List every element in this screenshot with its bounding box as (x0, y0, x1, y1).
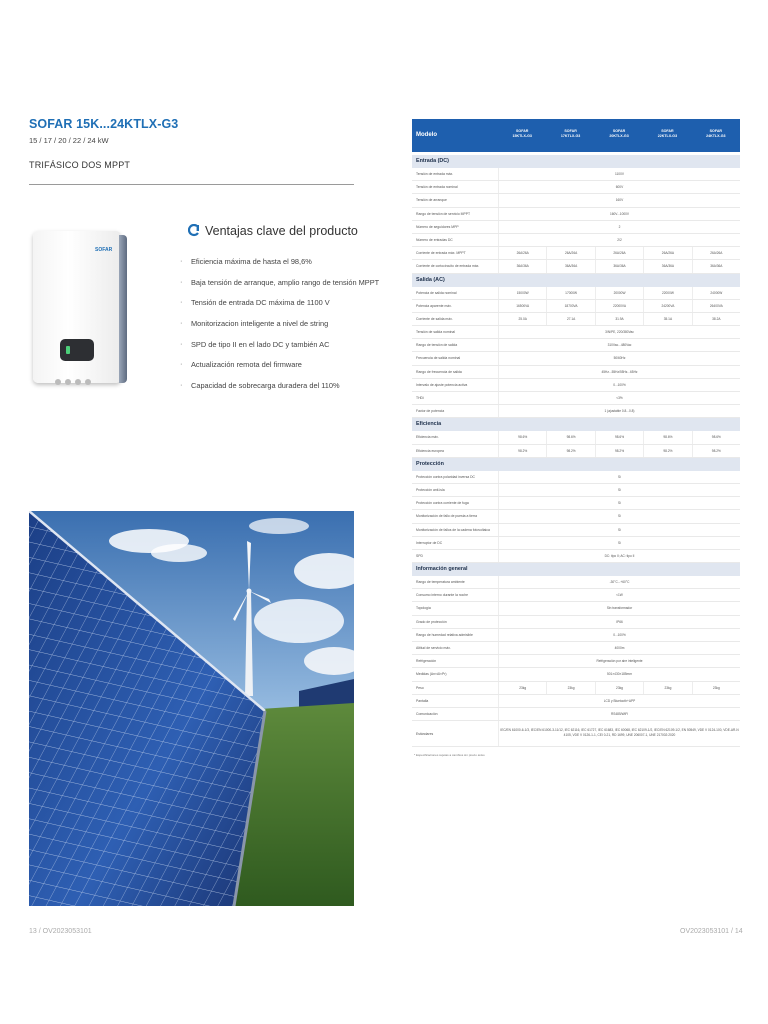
spec-cell: 98.6% (643, 431, 691, 443)
spec-row (412, 642, 740, 655)
power-range: 15 / 17 / 20 / 22 / 24 kW (29, 136, 109, 145)
spec-section-header: Información general (412, 563, 740, 576)
spec-row-values (498, 194, 740, 206)
spec-cell: 98.6% (546, 431, 594, 443)
spec-cell-merged: 1 (ajustable 0.8...0.8) (498, 405, 740, 417)
spec-row-values (498, 366, 740, 378)
spec-cell-merged: <1W (498, 589, 740, 601)
spec-cell: 23kg (546, 682, 594, 694)
spec-row-values (498, 234, 740, 246)
spec-row-label: Rango de humedad relativa admisible (416, 632, 473, 637)
sofar-logo-icon (188, 224, 200, 238)
spec-cell: 26A/26A (498, 247, 546, 259)
spec-row (412, 445, 740, 458)
spec-cell: 22000VA (595, 300, 643, 312)
spec-row (412, 392, 740, 405)
spec-cell: 35.1A (643, 313, 691, 325)
spec-row-values (498, 260, 740, 272)
spec-row-values (498, 537, 740, 549)
spec-row (412, 194, 740, 207)
spec-cell: 20000W (595, 287, 643, 299)
advantage-item: · Actualización remota del firmware (180, 360, 379, 381)
spec-cell: 23kg (498, 682, 546, 694)
spec-row (412, 326, 740, 339)
advantage-item: · Baja tensión de arranque, amplio rango de tensión MPPT (180, 278, 379, 299)
spec-row-values (498, 471, 740, 483)
spec-row (412, 260, 740, 273)
status-led-icon (66, 346, 70, 354)
spec-row-label: Rango de tensión de servicio MPPT (416, 211, 471, 216)
model-name-line: 17KTLX-G3 (560, 134, 581, 138)
spec-cell-merged: 50/60Hz (498, 352, 740, 364)
spec-row-label: Tensión de entrada máx. (416, 172, 454, 176)
spec-cell-merged: 160V (498, 194, 740, 206)
spec-cell: 26400VA (692, 300, 740, 312)
spec-table (412, 119, 740, 757)
spec-row (412, 510, 740, 523)
spec-cell: 98.6% (692, 431, 740, 443)
model-column-header (498, 119, 546, 152)
spec-row-values (498, 695, 740, 707)
spec-row-label: Potencia de salida nominal (416, 290, 457, 295)
spec-cell: 98.2% (692, 445, 740, 457)
spec-row-label: Peso (416, 685, 424, 690)
spec-cell: 31.9A (595, 313, 643, 325)
spec-row-label: Tensión de salida nominal (416, 330, 456, 335)
spec-section-header: Salida (AC) (412, 274, 740, 287)
spec-cell-merged: DC: tipo II; AC: tipo II (498, 550, 740, 562)
spec-cell: 23kg (643, 682, 691, 694)
spec-row-values (498, 524, 740, 536)
spec-table-body (412, 155, 740, 747)
spec-section-header: Eficiencia (412, 418, 740, 431)
spec-cell-merged: 4000m (498, 642, 740, 654)
spec-row-label: Comunicación (416, 711, 438, 716)
spec-row-label: Altitud de servicio máx. (416, 646, 451, 650)
spec-row (412, 168, 740, 181)
spec-row-label: Rango de tensión de salida (416, 343, 458, 348)
spec-cell: 22000W (643, 287, 691, 299)
inverter-image (33, 231, 129, 387)
model-name-line: SOFAR (612, 129, 626, 133)
spec-table-header (412, 119, 740, 152)
spec-row-values (498, 287, 740, 299)
model-column-header (692, 119, 740, 152)
spec-cell: 98.2% (498, 445, 546, 457)
model-name-line: SOFAR (516, 129, 529, 133)
spec-row-values (498, 721, 740, 746)
spec-row-values (498, 510, 740, 522)
spec-cell-merged: 3/N/PE, 220/380Vac (498, 326, 740, 338)
model-name-line: 22KTLX-G3 (657, 134, 678, 138)
spec-row (412, 339, 740, 352)
spec-row-values (498, 484, 740, 496)
spec-cell-merged: LCD y Bluetooth+APP (498, 695, 740, 707)
spec-cell: 27.1A (546, 313, 594, 325)
footer-page-left: 13 / OV2023053101 (29, 928, 92, 935)
spec-row-label: Protección anti-isla (416, 487, 445, 492)
spec-row (412, 668, 740, 681)
model-column-header (643, 119, 691, 152)
spec-cell-merged: 310Vac...480Vac (498, 339, 740, 351)
spec-row-values (498, 181, 740, 193)
spec-row-values (498, 313, 740, 325)
spec-row-label: Frecuencia de salida nominal (416, 356, 461, 361)
spec-row-label: Interruptor de DC (416, 540, 443, 545)
spec-row-label: Protección contra polaridad inversa DC (416, 474, 475, 479)
spec-cell-merged: 501×430×185mm (498, 668, 740, 680)
spec-row-label: Número de entradas DC (416, 237, 453, 242)
advantages-heading (188, 224, 358, 238)
spec-row-label: Topología (416, 606, 431, 611)
spec-row-label: Intervalo de ajuste potencia activa (416, 382, 468, 387)
model-header-label: Modelo (416, 132, 437, 138)
spec-row-values (498, 300, 740, 312)
spec-row (412, 655, 740, 668)
spec-row-values (498, 247, 740, 259)
spec-cell: 16500VA (498, 300, 546, 312)
spec-row (412, 576, 740, 589)
spec-row (412, 616, 740, 629)
spec-row (412, 366, 740, 379)
spec-cell-merged: IP66 (498, 616, 740, 628)
spec-footnote: * Especificaciones sujetas a cambios sin previo aviso (414, 753, 485, 758)
spec-row (412, 247, 740, 260)
footer-page-right: OV2023053101 / 14 (680, 928, 743, 935)
spec-row-label: Rango de temperatura ambiente (416, 580, 465, 585)
spec-row-values (498, 352, 740, 364)
model-name-line: 15KTLX-G3 (512, 134, 532, 138)
inverter-side-panel (119, 235, 127, 383)
spec-row (412, 537, 740, 550)
spec-cell-merged: Sin transformador (498, 602, 740, 614)
model-name-line: SOFAR (661, 129, 674, 133)
spec-cell: 26A/26A (692, 247, 740, 259)
spec-cell-merged: IEC/EN 61000-6-1/3, IEC/EN 61000-3-11/12, IEC 62116, IEC 61727, IEC 61683, IEC 60068, IEC 62109-1/2, IEC/EN 62109-1/2, EN 50549, VDE V 0124-100, VDE-AR-N 4105, VDE V 0126-1-1, CEI 0-21, RD 1699, UNE 206007-1, UNE 217002:2020 (498, 721, 740, 746)
spec-cell-merged: Sí (498, 537, 740, 549)
spec-row-values (498, 589, 740, 601)
spec-cell-merged: -30°C...+60°C (498, 576, 740, 588)
spec-row-label: THDi (416, 396, 424, 400)
spec-cell-merged: Sí (498, 471, 740, 483)
spec-row-values (498, 602, 740, 614)
spec-row-values (498, 655, 740, 667)
spec-row (412, 181, 740, 194)
spec-row (412, 602, 740, 615)
spec-row-label: Corriente de salida máx. (416, 316, 453, 321)
spec-row (412, 497, 740, 510)
model-column-header (595, 119, 643, 152)
spec-cell: 36A/36A (546, 260, 594, 272)
model-columns (498, 119, 740, 152)
spec-row-label: Rango de frecuencia de salida (416, 369, 462, 374)
spec-row (412, 431, 740, 444)
model-name-line: SOFAR (709, 129, 723, 133)
spec-row-label: Tensión de entrada nominal (416, 185, 458, 190)
spec-row-values (498, 168, 740, 180)
spec-row-label: Potencia aparente máx. (416, 303, 452, 308)
spec-row (412, 313, 740, 326)
spec-row-label: Corriente de entrada máx. MPPT (416, 251, 466, 256)
spec-row-label: Eficiencia máx. (416, 435, 439, 440)
spec-cell: 36A/36A (692, 260, 740, 272)
spec-cell-merged: 1100V (498, 168, 740, 180)
spec-cell: 36A/36A (498, 260, 546, 272)
product-title: SOFAR 15K...24KTLX-G3 (29, 117, 179, 131)
spec-cell: 18700VA (546, 300, 594, 312)
spec-cell: 23kg (595, 682, 643, 694)
spec-row-values (498, 392, 740, 404)
landscape-illustration (29, 511, 354, 906)
spec-cell: 26A/26A (546, 247, 594, 259)
spec-cell-merged: Sí (498, 524, 740, 536)
spec-cell: 98.6% (595, 431, 643, 443)
spec-row (412, 708, 740, 721)
advantage-item: · Capacidad de sobrecarga duradera del 110% (180, 381, 379, 402)
spec-row-values (498, 497, 740, 509)
spec-cell-merged: Sí (498, 497, 740, 509)
advantage-item: · SPD de tipo II en el lado DC y también AC (180, 340, 379, 361)
spec-cell-merged: Refrigeración por aire inteligente (498, 655, 740, 667)
spec-row-values (498, 208, 740, 220)
spec-row (412, 221, 740, 234)
spec-cell: 24200VA (643, 300, 691, 312)
phase-type: TRIFÁSICO DOS MPPT (29, 160, 131, 170)
spec-row-label: Pantalla (416, 698, 429, 703)
spec-row-values (498, 339, 740, 351)
spec-row-label: Número de seguidores MPP (416, 224, 459, 229)
spec-row-values (498, 445, 740, 457)
spec-row (412, 208, 740, 221)
spec-cell-merged: Sí (498, 510, 740, 522)
spec-section-header: Protección (412, 458, 740, 471)
spec-row-values (498, 326, 740, 338)
spec-cell-merged: Sí (498, 484, 740, 496)
model-name-line: SOFAR (564, 129, 577, 133)
spec-row (412, 379, 740, 392)
spec-row-label: SPD (416, 553, 423, 558)
advantage-item: · Eficiencia máxima de hasta el 98,6% (180, 257, 379, 278)
spec-cell: 17000W (546, 287, 594, 299)
inverter-connectors (55, 379, 105, 385)
spec-cell-merged: 600V (498, 181, 740, 193)
spec-cell: 36A/36A (595, 260, 643, 272)
spec-cell: 25.0A (498, 313, 546, 325)
spec-row-values (498, 431, 740, 443)
advantage-item: · Monitorizacion inteligente a nivel de string (180, 319, 379, 340)
inverter-brand-logo: SOFAR (95, 247, 113, 253)
spec-row-values (498, 379, 740, 391)
spec-cell: 26A/26A (643, 247, 691, 259)
spec-cell-merged: 160V...1000V (498, 208, 740, 220)
model-name-line: 24KTLX-G3 (706, 134, 726, 138)
spec-row (412, 300, 740, 313)
spec-row-label: Protección contra corriente de fuga (416, 501, 469, 506)
spec-row-values (498, 642, 740, 654)
spec-cell: 23kg (692, 682, 740, 694)
spec-row-values (498, 682, 740, 694)
spec-cell: 15000W (498, 287, 546, 299)
spec-row (412, 721, 740, 747)
spec-cell-merged: 0...100% (498, 629, 740, 641)
spec-row (412, 695, 740, 708)
spec-row (412, 629, 740, 642)
spec-row-values (498, 576, 740, 588)
spec-cell: 36A/36A (643, 260, 691, 272)
spec-row-values (498, 668, 740, 680)
spec-cell-merged: RS485/WiFi (498, 708, 740, 720)
spec-cell: 98.2% (643, 445, 691, 457)
spec-row-values (498, 708, 740, 720)
spec-row (412, 352, 740, 365)
inverter-body (33, 231, 121, 383)
spec-row-label: Factor de potencia (416, 409, 445, 414)
spec-row-label: Monitorización de fallos de la cadena fotovoltaica (416, 527, 490, 532)
spec-row (412, 287, 740, 300)
spec-row-label: Refrigeración (416, 659, 437, 664)
spec-row-values (498, 616, 740, 628)
spec-row (412, 550, 740, 563)
solar-panel-wind-turbine-photo (29, 511, 354, 906)
spec-row-label: Corriente de cortocircuito de entrada máx. (416, 264, 480, 269)
spec-cell-merged: <3% (498, 392, 740, 404)
spec-cell: 98.2% (546, 445, 594, 457)
model-column-header (546, 119, 594, 152)
advantage-item: · Tensión de entrada DC máxima de 1100 V (180, 298, 379, 319)
spec-cell: 24000W (692, 287, 740, 299)
spec-row (412, 484, 740, 497)
spec-row (412, 234, 740, 247)
spec-cell: 38.2A (692, 313, 740, 325)
spec-row-values (498, 629, 740, 641)
spec-row-values (498, 550, 740, 562)
spec-cell: 98.2% (595, 445, 643, 457)
spec-row-label: Monitorización de fallo de puesta a tierra (416, 514, 478, 519)
spec-row-values (498, 221, 740, 233)
model-name-line: 20KTLX-G3 (609, 134, 629, 138)
spec-row-label: Medidas (An×Al×Pr) (416, 672, 447, 677)
inverter-display-panel (60, 339, 94, 361)
spec-section-header: Entrada (DC) (412, 155, 740, 168)
spec-cell-merged: 2 (498, 221, 740, 233)
spec-row (412, 682, 740, 695)
spec-cell-merged: 2/2 (498, 234, 740, 246)
spec-row-label: Eficiencia europea (416, 448, 444, 453)
spec-row-label: Estándares (416, 732, 434, 737)
spec-cell: 26A/26A (595, 247, 643, 259)
spec-row (412, 471, 740, 484)
spec-row (412, 589, 740, 602)
title-divider (29, 184, 354, 185)
advantages-list (180, 257, 379, 402)
spec-cell-merged: 0...100% (498, 379, 740, 391)
spec-row (412, 405, 740, 418)
spec-row-label: Grado de protección (416, 619, 447, 624)
spec-row-values (498, 405, 740, 417)
spec-row (412, 524, 740, 537)
advantages-title: Ventajas clave del producto (205, 224, 358, 238)
spec-row-label: Tensión de arranque (416, 198, 447, 203)
spec-row-label: Consumo interno durante la noche (416, 593, 469, 598)
spec-cell: 98.6% (498, 431, 546, 443)
spec-cell-merged: 45Hz...55Hz/55Hz...65Hz (498, 366, 740, 378)
